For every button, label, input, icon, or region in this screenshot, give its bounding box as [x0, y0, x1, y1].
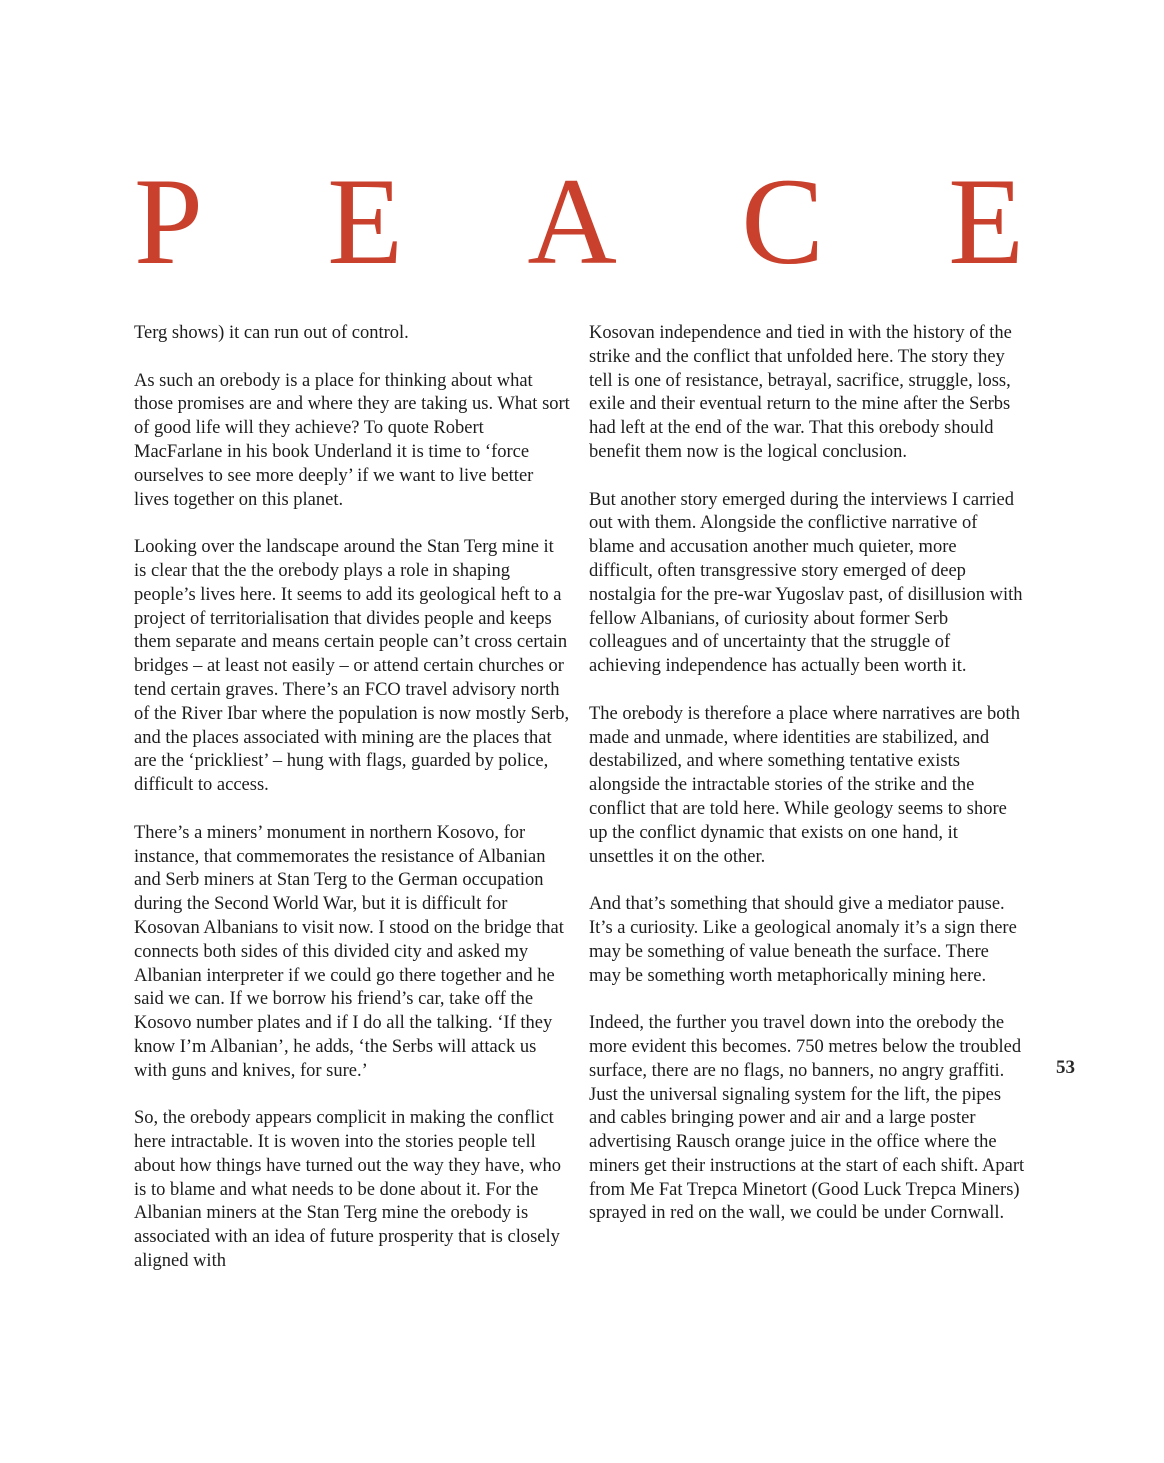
- page-number: 53: [1056, 1057, 1075, 1078]
- right-text-column: [589, 322, 1025, 1226]
- body-paragraph: Kosovan independence and tied in with the history of the strike and the conflict that unfolded here. The story they tell is one of resistance, betrayal, sacrifice, struggle, loss, exile and their eventual return to the mine after the Serbs had left at the end of the war. That this orebody should benefit them now is the logical conclusion.: [589, 323, 1012, 462]
- body-paragraph: But another story emerged during the interviews I carried out with them. Alongside the conflictive narrative of blame and accusation another much quieter, more difficult, often transgressive story emerged of deep nostalgia for the pre-war Yugoslav past, of disillusion with fellow Albanians, of curiosity about former Serb colleagues and of uncertainty that the struggle of achieving independence has actually been worth it.: [589, 489, 1023, 677]
- headline-letter-e: E: [327, 153, 404, 290]
- headline-peace: [134, 153, 1024, 290]
- left-text-column: [134, 322, 570, 1274]
- headline-letter-p: P: [134, 153, 203, 290]
- body-paragraph: Indeed, the further you travel down into the orebody the more evident this becomes. 750 metres below the troubled surface, there are no flags, no banners, no angry graffiti. Just the universal signaling system for the lift, the pipes and cables bringing power and air and a large poster advertising Rausch orange juice in the office where the miners get their instructions at the start of each shift. Apart from Me Fat Trepca Minetort (Good Luck Trepca Miners) sprayed in red on the wall, we could be under Cornwall.: [589, 1013, 1025, 1224]
- headline-letter-c: C: [741, 153, 824, 290]
- body-paragraph: The orebody is therefore a place where narratives are both made and unmade, where identities are stabilized, and destabilized, and where something tentative exists alongside the intractable stories of the strike and the conflict that are told here. While geology seems to shore up the conflict dynamic that exists on one hand, it unsettles it on the other.: [589, 703, 1020, 867]
- body-paragraph: As such an orebody is a place for thinking about what those promises are and where they are taking us. What sort of good life will they achieve? To quote Robert MacFarlane in his book Underland it is time to ‘force ourselves to see more deeply’ if we want to live better lives together on this planet.: [134, 370, 570, 510]
- headline-letter-e-final: E: [948, 153, 1024, 290]
- body-paragraph: So, the orebody appears complicit in making the conflict here intractable. It is woven into the stories people tell about how things have turned out the way they have, who is to blame and what needs to be done about it. For the Albanian miners at the Stan Terg mine the orebody is associated with an idea of future prosperity that is closely aligned with: [134, 1108, 561, 1272]
- body-paragraph: And that’s something that should give a mediator pause. It’s a curiosity. Like a geological anomaly it’s a sign there may be something of value beneath the surface. There may be something worth metaphorically mining here.: [589, 894, 1017, 986]
- headline-letter-a: A: [527, 153, 617, 290]
- body-paragraph: Looking over the landscape around the Stan Terg mine it is clear that the the orebody plays a role in shaping people’s lives here. It seems to add its geological heft to a project of territorialisation that divides people and keeps them separate and means certain people can’t cross certain bridges – at least not easily – or attend certain churches or tend certain graves. There’s an FCO travel advisory north of the River Ibar where the population is now mostly Serb, and the places associated with mining are the places that are the ‘prickliest’ – hung with flags, guarded by police, difficult to access.: [134, 537, 570, 796]
- body-paragraph: Terg shows) it can run out of control.: [134, 323, 409, 343]
- body-paragraph: There’s a miners’ monument in northern Kosovo, for instance, that commemorates the resistance of Albanian and Serb miners at Stan Terg to the German occupation during the Second World War, but it is difficult for Kosovan Albanians to visit now. I stood on the bridge that connects both sides of this divided city and asked my Albanian interpreter if we could go there together and he said we can. If we borrow his friend’s car, take off the Kosovo number plates and if I do all the talking. ‘If they know I’m Albanian’, he adds, ‘the Serbs will attack us with guns and knives, for sure.’: [134, 822, 564, 1081]
